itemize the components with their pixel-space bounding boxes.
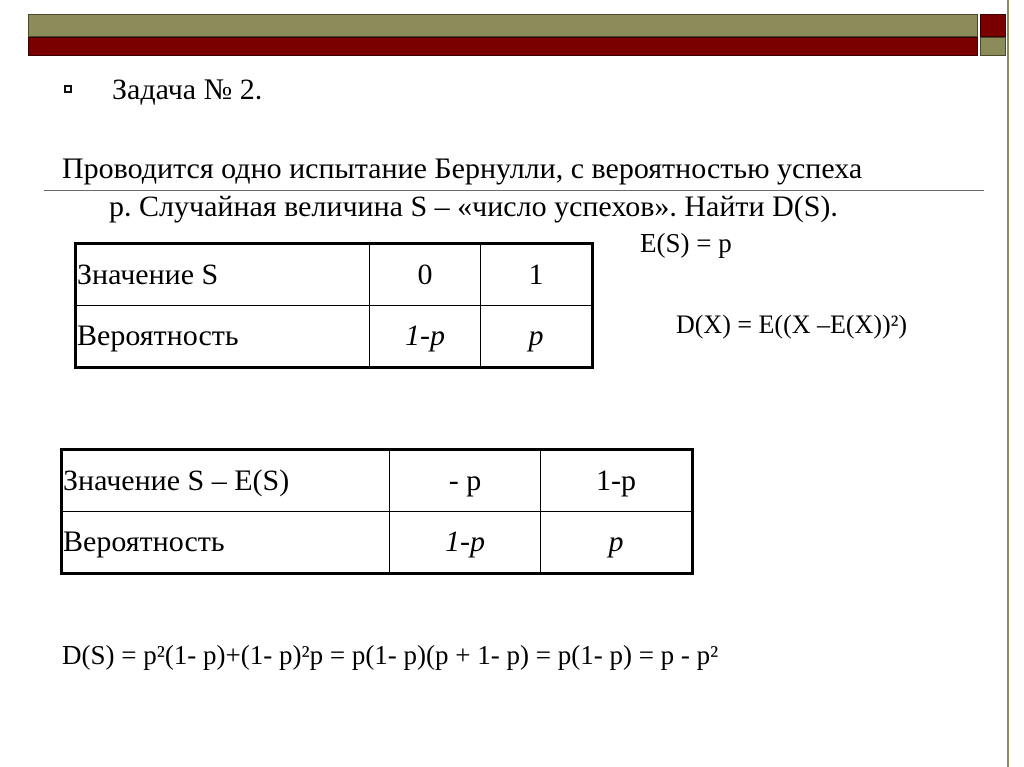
table-cell: p xyxy=(541,512,693,574)
task-title: Задача № 2. xyxy=(112,73,263,106)
variance-definition-formula: D(X) = E((X –E(X))²) xyxy=(676,310,908,339)
table-cell: p xyxy=(481,306,593,368)
header-square-olive xyxy=(980,37,1006,56)
deviation-distribution-table xyxy=(60,448,694,575)
table-cell: Значение S – E(S) xyxy=(62,450,390,512)
variance-result-formula: D(S) = p²(1- p)+(1- p)²p = p(1- p)(p + 1- p) = p(1- p) = p - p² xyxy=(62,640,719,670)
table-cell: - p xyxy=(390,450,541,512)
header-square-maroon xyxy=(980,14,1006,37)
table-cell: Вероятность xyxy=(76,306,370,368)
problem-statement xyxy=(62,150,992,226)
expectation-formula: E(S) = p xyxy=(640,228,732,258)
table-cell: 0 xyxy=(370,244,481,306)
problem-line-1: Проводится одно испытание Бернулли, с вероятностью успеха xyxy=(62,152,863,185)
table-cell: 1-p xyxy=(390,512,541,574)
problem-line-2: p. Случайная величина S – «число успехов». Найти D(S). xyxy=(109,190,838,223)
square-bullet-icon xyxy=(64,85,72,93)
header-bar-maroon xyxy=(28,37,978,56)
table-cell: Значение S xyxy=(76,244,370,306)
right-vertical-line xyxy=(1007,0,1009,767)
distribution-table xyxy=(74,242,594,369)
table-row xyxy=(62,512,693,574)
table-row xyxy=(62,450,693,512)
table-cell: Вероятность xyxy=(62,512,390,574)
table-cell: 1-p xyxy=(370,306,481,368)
header-bar-olive xyxy=(28,14,978,37)
table-row xyxy=(76,244,593,306)
table-cell: 1-p xyxy=(541,450,693,512)
table-row xyxy=(76,306,593,368)
table-cell: 1 xyxy=(481,244,593,306)
